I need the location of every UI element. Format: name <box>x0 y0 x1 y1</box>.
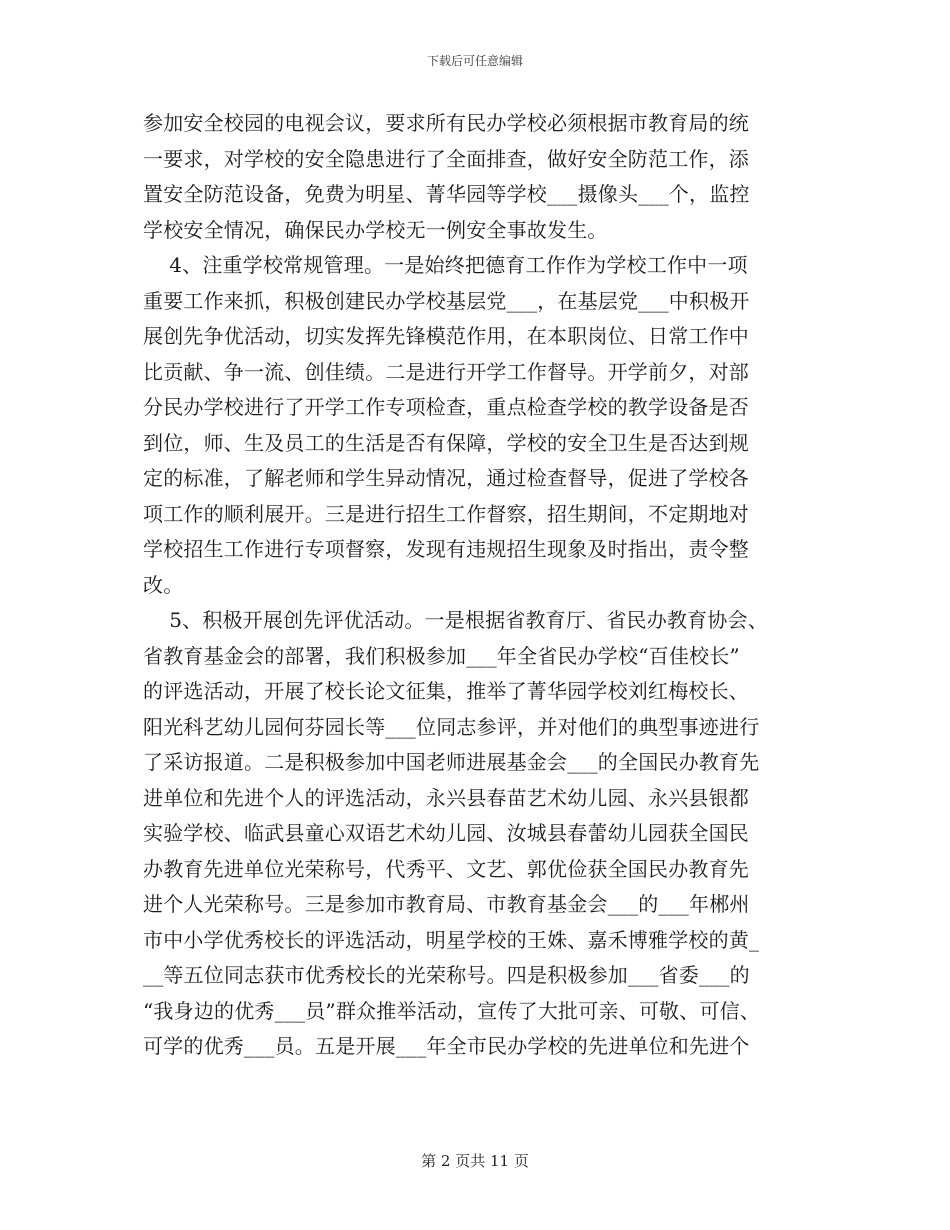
text-line: “我身边的优秀___员”群众推举活动，宣传了大批可亲、可敬、可信、 <box>143 998 761 1023</box>
page-header: 下载后可任意编辑 <box>426 54 523 68</box>
text-line: 办教育先进单位光荣称号，代秀平、文艺、郭优俭获全国民办教育先 <box>143 856 749 881</box>
text-line: 了采访报道。二是积极参加中国老师进展基金会___的全国民办教育先 <box>143 750 760 774</box>
text-line: 阳光科艺幼儿园何芬园长等___位同志参评，并对他们的典型事迹进行 <box>143 714 760 739</box>
text-line: 省教育基金会的部署，我们积极参加___年全省民办学校“百佳校长” <box>143 643 740 668</box>
text-line: 改。 <box>143 572 184 597</box>
text-line: 定的标准，了解老师和学生异动情况，通过检查督导，促进了学校各 <box>143 466 749 490</box>
text-line: 项工作的顺利展开。三是进行招生工作督察，招生期间，不定期地对 <box>143 501 749 526</box>
text-line: 学校安全情况，确保民办学校无一例安全事故发生。 <box>143 217 608 242</box>
text-line: 5、积极开展创先评优活动。一是根据省教育厅、省民办教育协会、 <box>143 608 768 632</box>
text-line: 重要工作来抓，积极创建民办学校基层党___，在基层党___中积极开 <box>143 288 750 313</box>
text-line: 市中小学优秀校长的评选活动，明星学校的王姝、嘉禾博雅学校的黄_ <box>143 927 760 952</box>
text-line: 参加安全校园的电视会议，要求所有民办学校必须根据市教育局的统 <box>143 111 749 135</box>
text-line: 一要求，对学校的安全隐患进行了全面排查，做好安全防范工作，添 <box>143 146 749 171</box>
text-line: 4、注重学校常规管理。一是始终把德育工作作为学校工作中一项 <box>143 253 748 277</box>
text-line: 的评选活动，开展了校长论文征集，推举了菁华园学校刘红梅校长、 <box>143 679 749 703</box>
text-line: 比贡献、争一流、创佳绩。二是进行开学工作督导。开学前夕，对部 <box>143 359 749 384</box>
text-line: 实验学校、临武县童心双语艺术幼儿园、汝城县春蕾幼儿园获全国民 <box>143 821 749 845</box>
text-line: 学校招生工作进行专项督察，发现有违规招生现象及时指出，责令整 <box>143 537 749 561</box>
text-line: 置安全防范设备，免费为明星、菁华园等学校___摄像头___个，监控 <box>143 182 750 206</box>
text-line: 进单位和先进个人的评选活动，永兴县春苗艺术幼儿园、永兴县银都 <box>143 785 749 810</box>
text-line: 展创先争优活动，切实发挥先锋模范作用，在本职岗位、日常工作中 <box>143 324 749 348</box>
text-line: 分民办学校进行了开学工作专项检查，重点检查学校的教学设备是否 <box>143 395 749 419</box>
page-footer: 第 2 页共 11 页 <box>421 1152 529 1170</box>
document-body <box>143 106 833 1065</box>
text-line: __等五位同志获市优秀校长的光荣称号。四是积极参加___省委___的 <box>143 963 750 987</box>
text-line: 到位，师、生及员工的生活是否有保障，学校的安全卫生是否达到规 <box>143 430 749 455</box>
text-line: 进个人光荣称号。三是参加市教育局、市教育基金会___的___年郴州 <box>143 892 750 916</box>
text-line: 可学的优秀___员。五是开展___年全市民办学校的先进单位和先进个 <box>143 1034 750 1058</box>
